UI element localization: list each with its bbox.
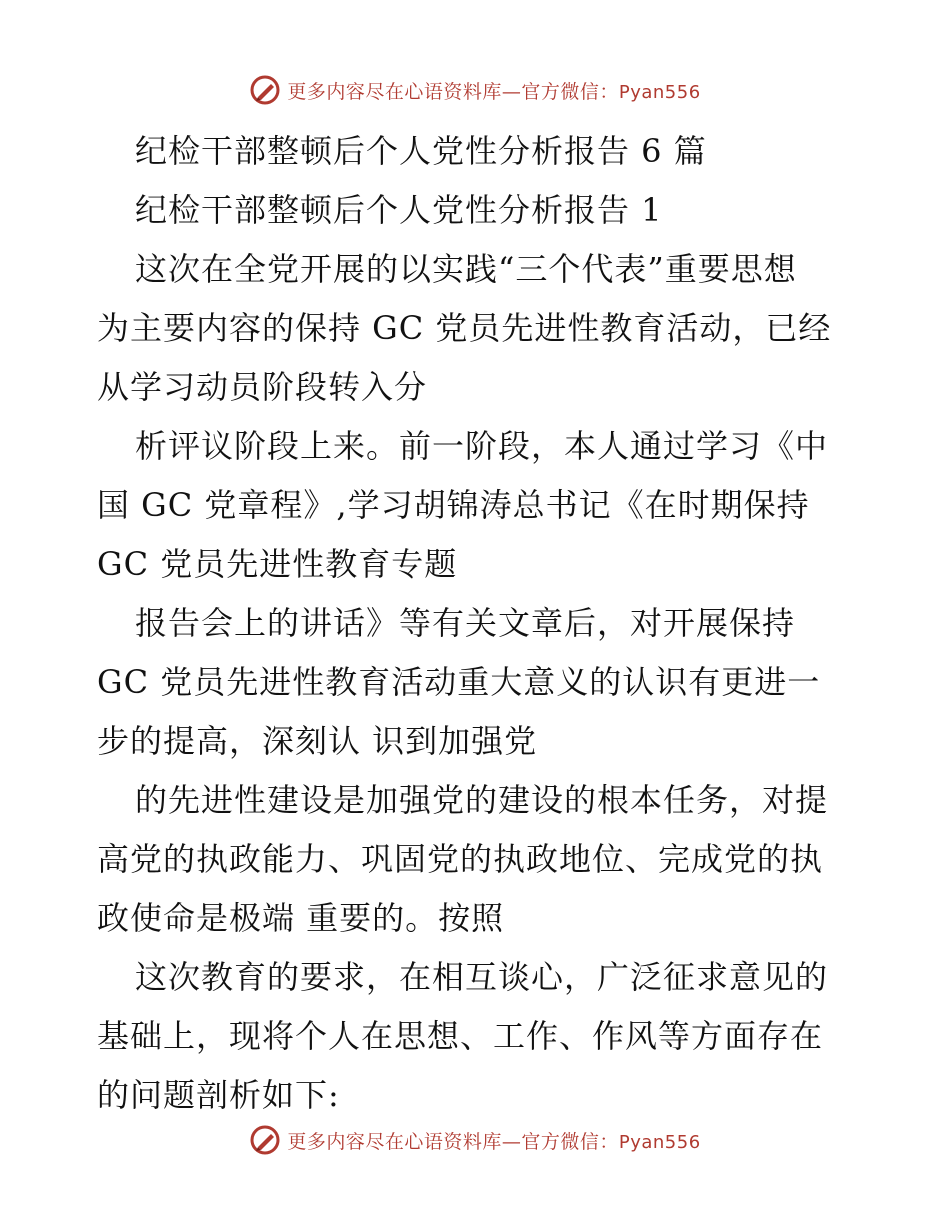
footer-banner-text: 更多内容尽在心语资料库—官方微信：Pyan556 [287, 1130, 701, 1153]
body-line: 政使命是极端 重要的。按照 [97, 899, 505, 937]
pen-logo-icon [249, 74, 281, 106]
body-line: 步的提高，深刻认 识到加强党 [97, 722, 538, 760]
body-line: 析评议阶段上来。前一阶段，本人通过学习《中 [135, 427, 829, 465]
footer-wechat-id: Pyan556 [618, 1131, 701, 1153]
body-line: 这次教育的要求，在相互谈心，广泛征求意见的 [135, 958, 829, 996]
document-body [97, 122, 857, 1125]
document-title: 纪检干部整顿后个人党性分析报告 6 篇 [135, 132, 707, 170]
body-line: 为主要内容的保持 GC 党员先进性教育活动，已经 [97, 309, 832, 347]
body-line: 国 GC 党章程》,学习胡锦涛总书记《在时期保持 [97, 486, 810, 524]
body-line: 高党的执政能力、巩固党的执政地位、完成党的执 [97, 840, 824, 878]
footer-banner [0, 1120, 950, 1160]
pen-logo-icon [249, 1124, 281, 1156]
header-banner [0, 70, 950, 110]
section-heading: 纪检干部整顿后个人党性分析报告 1 [135, 191, 663, 229]
body-line: 基础上，现将个人在思想、工作、作风等方面存在 [97, 1017, 824, 1055]
body-line: GC 党员先进性教育活动重大意义的认识有更进一 [97, 663, 821, 701]
body-line: 这次在全党开展的以实践“三个代表”重要思想 [135, 250, 797, 288]
body-line: 的问题剖析如下: [97, 1076, 340, 1114]
header-banner-text: 更多内容尽在心语资料库—官方微信：Pyan556 [287, 80, 701, 103]
body-line: 报告会上的讲话》等有关文章后，对开展保持 [135, 604, 796, 642]
body-line: GC 党员先进性教育专题 [97, 545, 458, 583]
body-line: 的先进性建设是加强党的建设的根本任务，对提 [135, 781, 829, 819]
header-wechat-id: Pyan556 [618, 81, 701, 103]
body-line: 从学习动员阶段转入分 [97, 368, 428, 406]
